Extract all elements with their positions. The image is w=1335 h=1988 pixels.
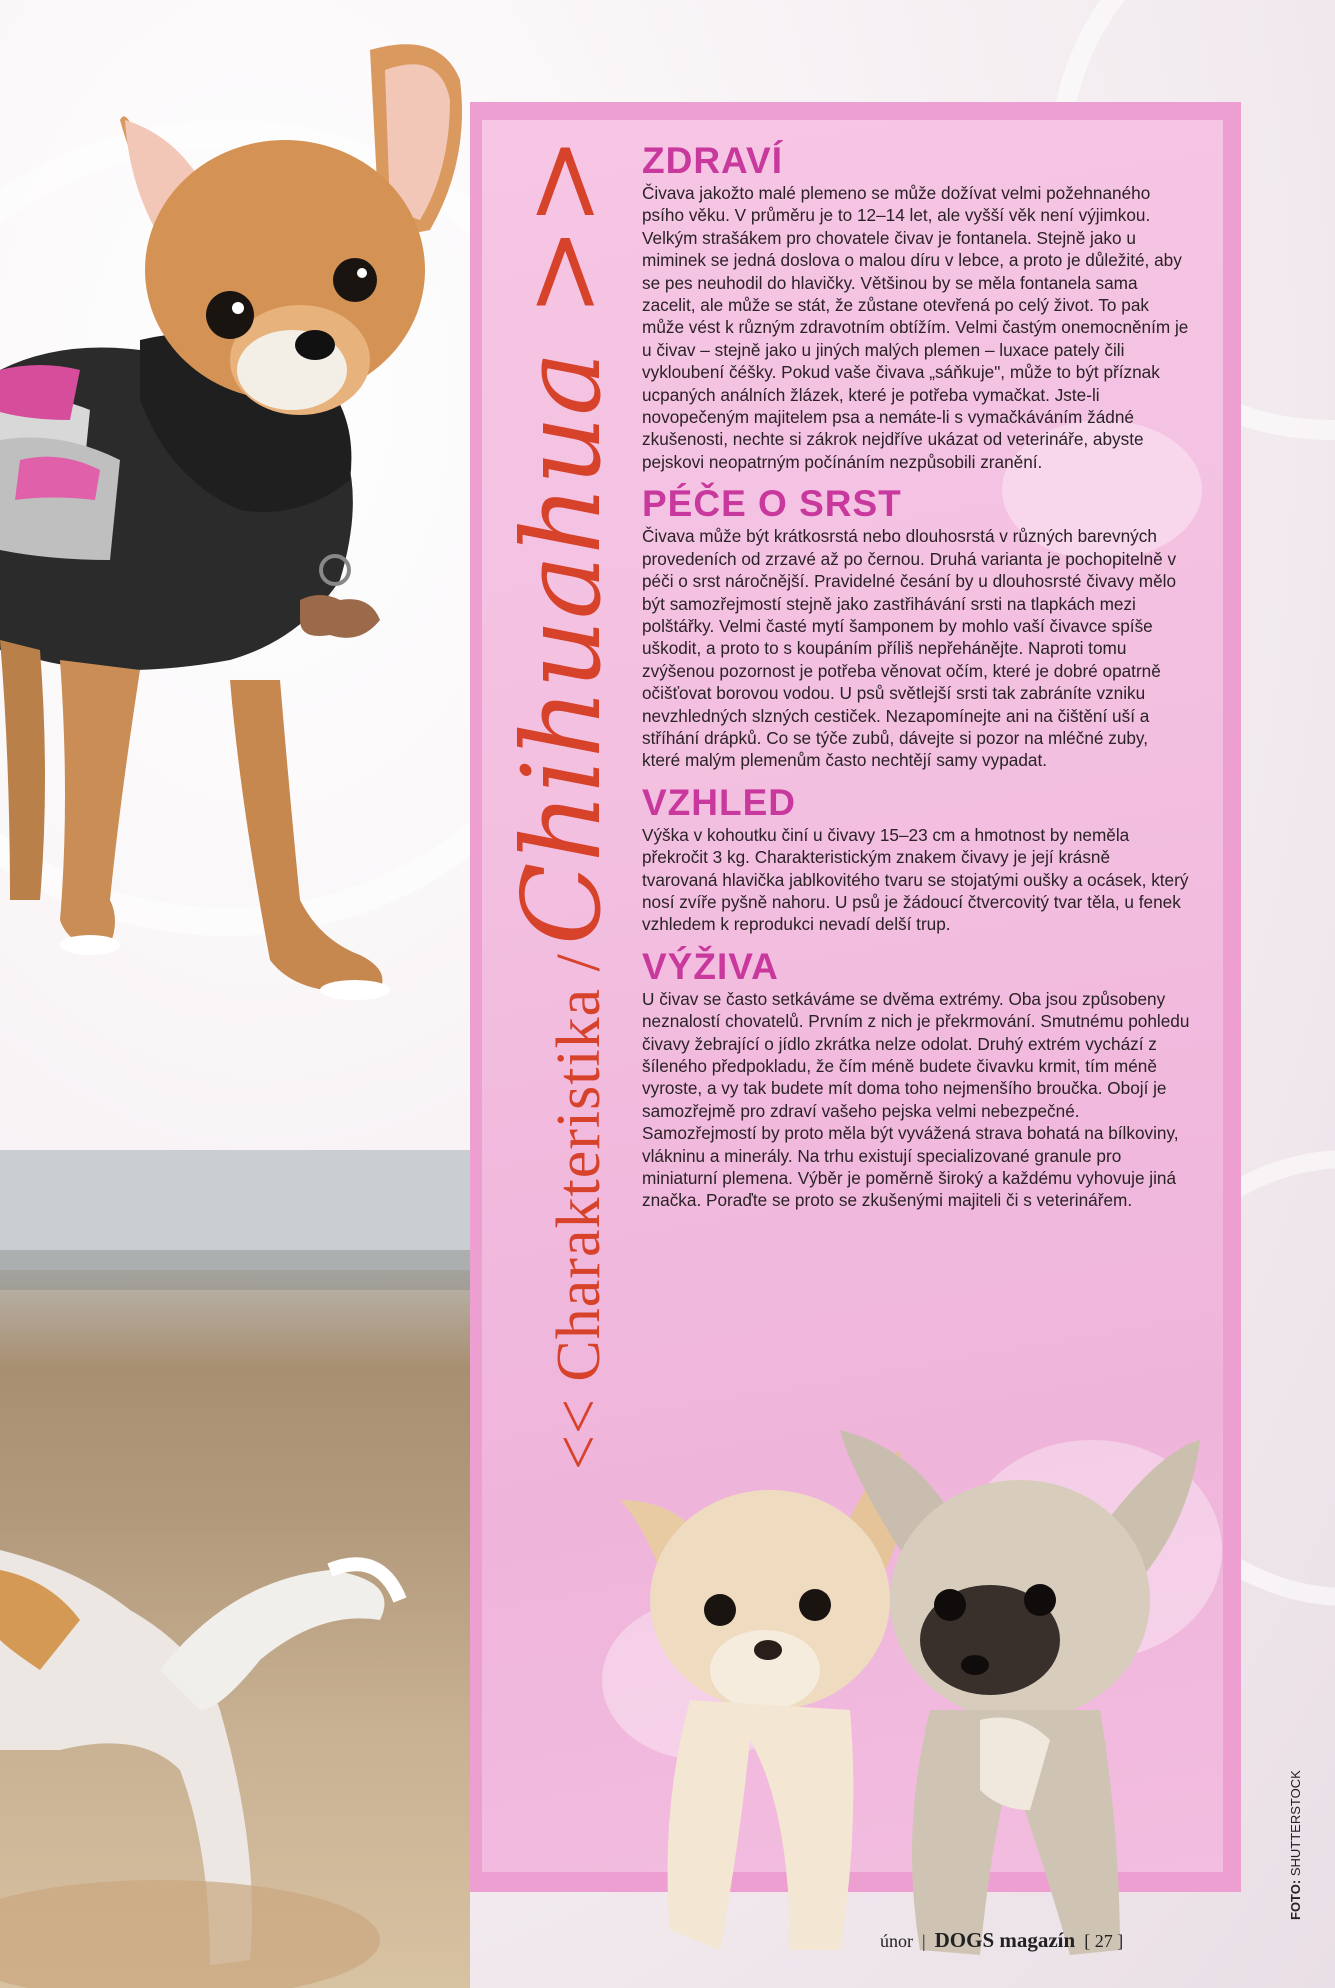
- footer-magazine: DOGS magazín: [934, 1928, 1076, 1952]
- photo-credit-label: FOTO:: [1288, 1879, 1303, 1920]
- photo-credit-source: SHUTTERSTOCK: [1288, 1770, 1303, 1877]
- section-title-zdravi: ZDRAVÍ: [642, 140, 783, 181]
- footer-page-number: [ 27 ]: [1084, 1931, 1124, 1951]
- section-body-zdravi: Čivava jakožto malé plemeno se může dožívat velmi požehnaného psího věku. V průměru je to 12–14 let, ale vyšší věk není výjimkou. Velkým strašákem pro chovatele čivav je fontanela. Stejně jako u miminek se jedná doslova o malou díru v lebce, a proto je důležité, aby se pes neuhodil do hlavičky. Většinou by se měla fontanela sama zacelit, ale může se stát, že zůstane otevřená po celý život. To pak může vést k různým zdravotním obtížím. Velmi častým onemocněním je u čivav – stejně jako u jiných malých plemen – luxace pately čili vykloubení čéšky. Pokud vaše čivava „sáňkuje", může to být příznak ucpaných análních žlázek, které je potřeba vymačkat. Jste-li novopečeným majitelem psa a nemáte-li s vymačkáváním žádné zkušenosti, nechte si zákrok nejdříve ukázat od veterináře, abyste pejskovi neopatrným počínáním nezpůsobili zranění.: [642, 183, 1189, 472]
- chihuahua-in-sweater-photo: [0, 40, 500, 1080]
- section-body-vyziva: U čivav se často setkáváme se dvěma extrémy. Oba jsou způsobeny neznalostí chovatelů. Prvním z nich je překrmování. Smutnému pohledu čivavy žebrající o jídlo zkrátka nelze odolat. Druhý extrém vychází z šíleného předpokladu, že čím méně budete čivavku krmit, tím méně vyroste, a vy tak budete mít doma toho nejmenšího broučka. Obojí je samozřejmě pro zdraví vašeho pejska velmi nebezpečné. Samozřejmostí by proto měla být vyvážená strava bohatá na bílkoviny, vlákninu a minerály. Na trhu existují specializované granule pro miniaturní plemena. Výběr je poměrně široký a každému vyhovuje jiná značka. Poraďte se proto se zkušenými majiteli či s veterinářem.: [642, 988, 1190, 1211]
- section-title-pece-o-srst: PÉČE O SRST: [642, 483, 902, 525]
- section-body-vzhled: Výška v kohoutku činí u čivavy 15–23 cm a hmotnost by neměla překročit 3 kg. Charakteristickým znakem čivavy je její krásně tvarovaná hlavička jablkovitého tvaru se stojatými oušky a ocásek, který nosí zvíře pyšně nahoru. U psů je žádoucí čtvercovitý tvar těla, u fenek vzhledem k reprodukci nevadí delší trup.: [642, 824, 1189, 935]
- section-title-vzhled: VZHLED: [642, 781, 796, 823]
- section-title-vyziva: VÝŽIVA: [642, 945, 779, 987]
- vertical-title-chihuahua: Chihuahua >>: [500, 136, 625, 946]
- article-text: [642, 140, 1190, 1222]
- beach-chihuahua-photo: [0, 1150, 470, 1988]
- two-puppies-photo: [600, 1410, 1220, 1980]
- photo-credit: [1288, 1770, 1303, 1920]
- page-footer: únor | DOGS magazín [ 27 ]: [880, 1928, 1124, 1952]
- section-body-pece-o-srst: Čivava může být krátkosrstá nebo dlouhosrstá v různých barevných provedeních od zrzavé až po černou. Druhá varianta je pochopitelně v péči o srst náročnější. Pravidelné česání by u dlouhosrsté čivavy mělo být samozřejmostí stejně jako zastřihávání srsti na tlapkách mezi polštářky. Velmi časté mytí šamponem by mohlo vaší čivavce spíše uškodit, a proto to s koupáním příliš nepřehánějte. Naproti tomu zvýšenou pozornost je potřeba věnovat očím, které je dobré opatrně očišťovat borovou vodou. U psů světlejší srsti tak zabráníte vzniku nevzhledných slzných cestiček. Nezapomínejte ani na čištění uší a stříhání drápků. Co se týče zubů, dávejte si pozor na mléčné zuby, které malým plemenům často nechtějí samy vypadat.: [642, 526, 1177, 771]
- vertical-title-charakteristika: << Charakteristika /: [545, 953, 613, 1470]
- footer-month: únor: [880, 1931, 913, 1951]
- vertical-title: [500, 136, 625, 1470]
